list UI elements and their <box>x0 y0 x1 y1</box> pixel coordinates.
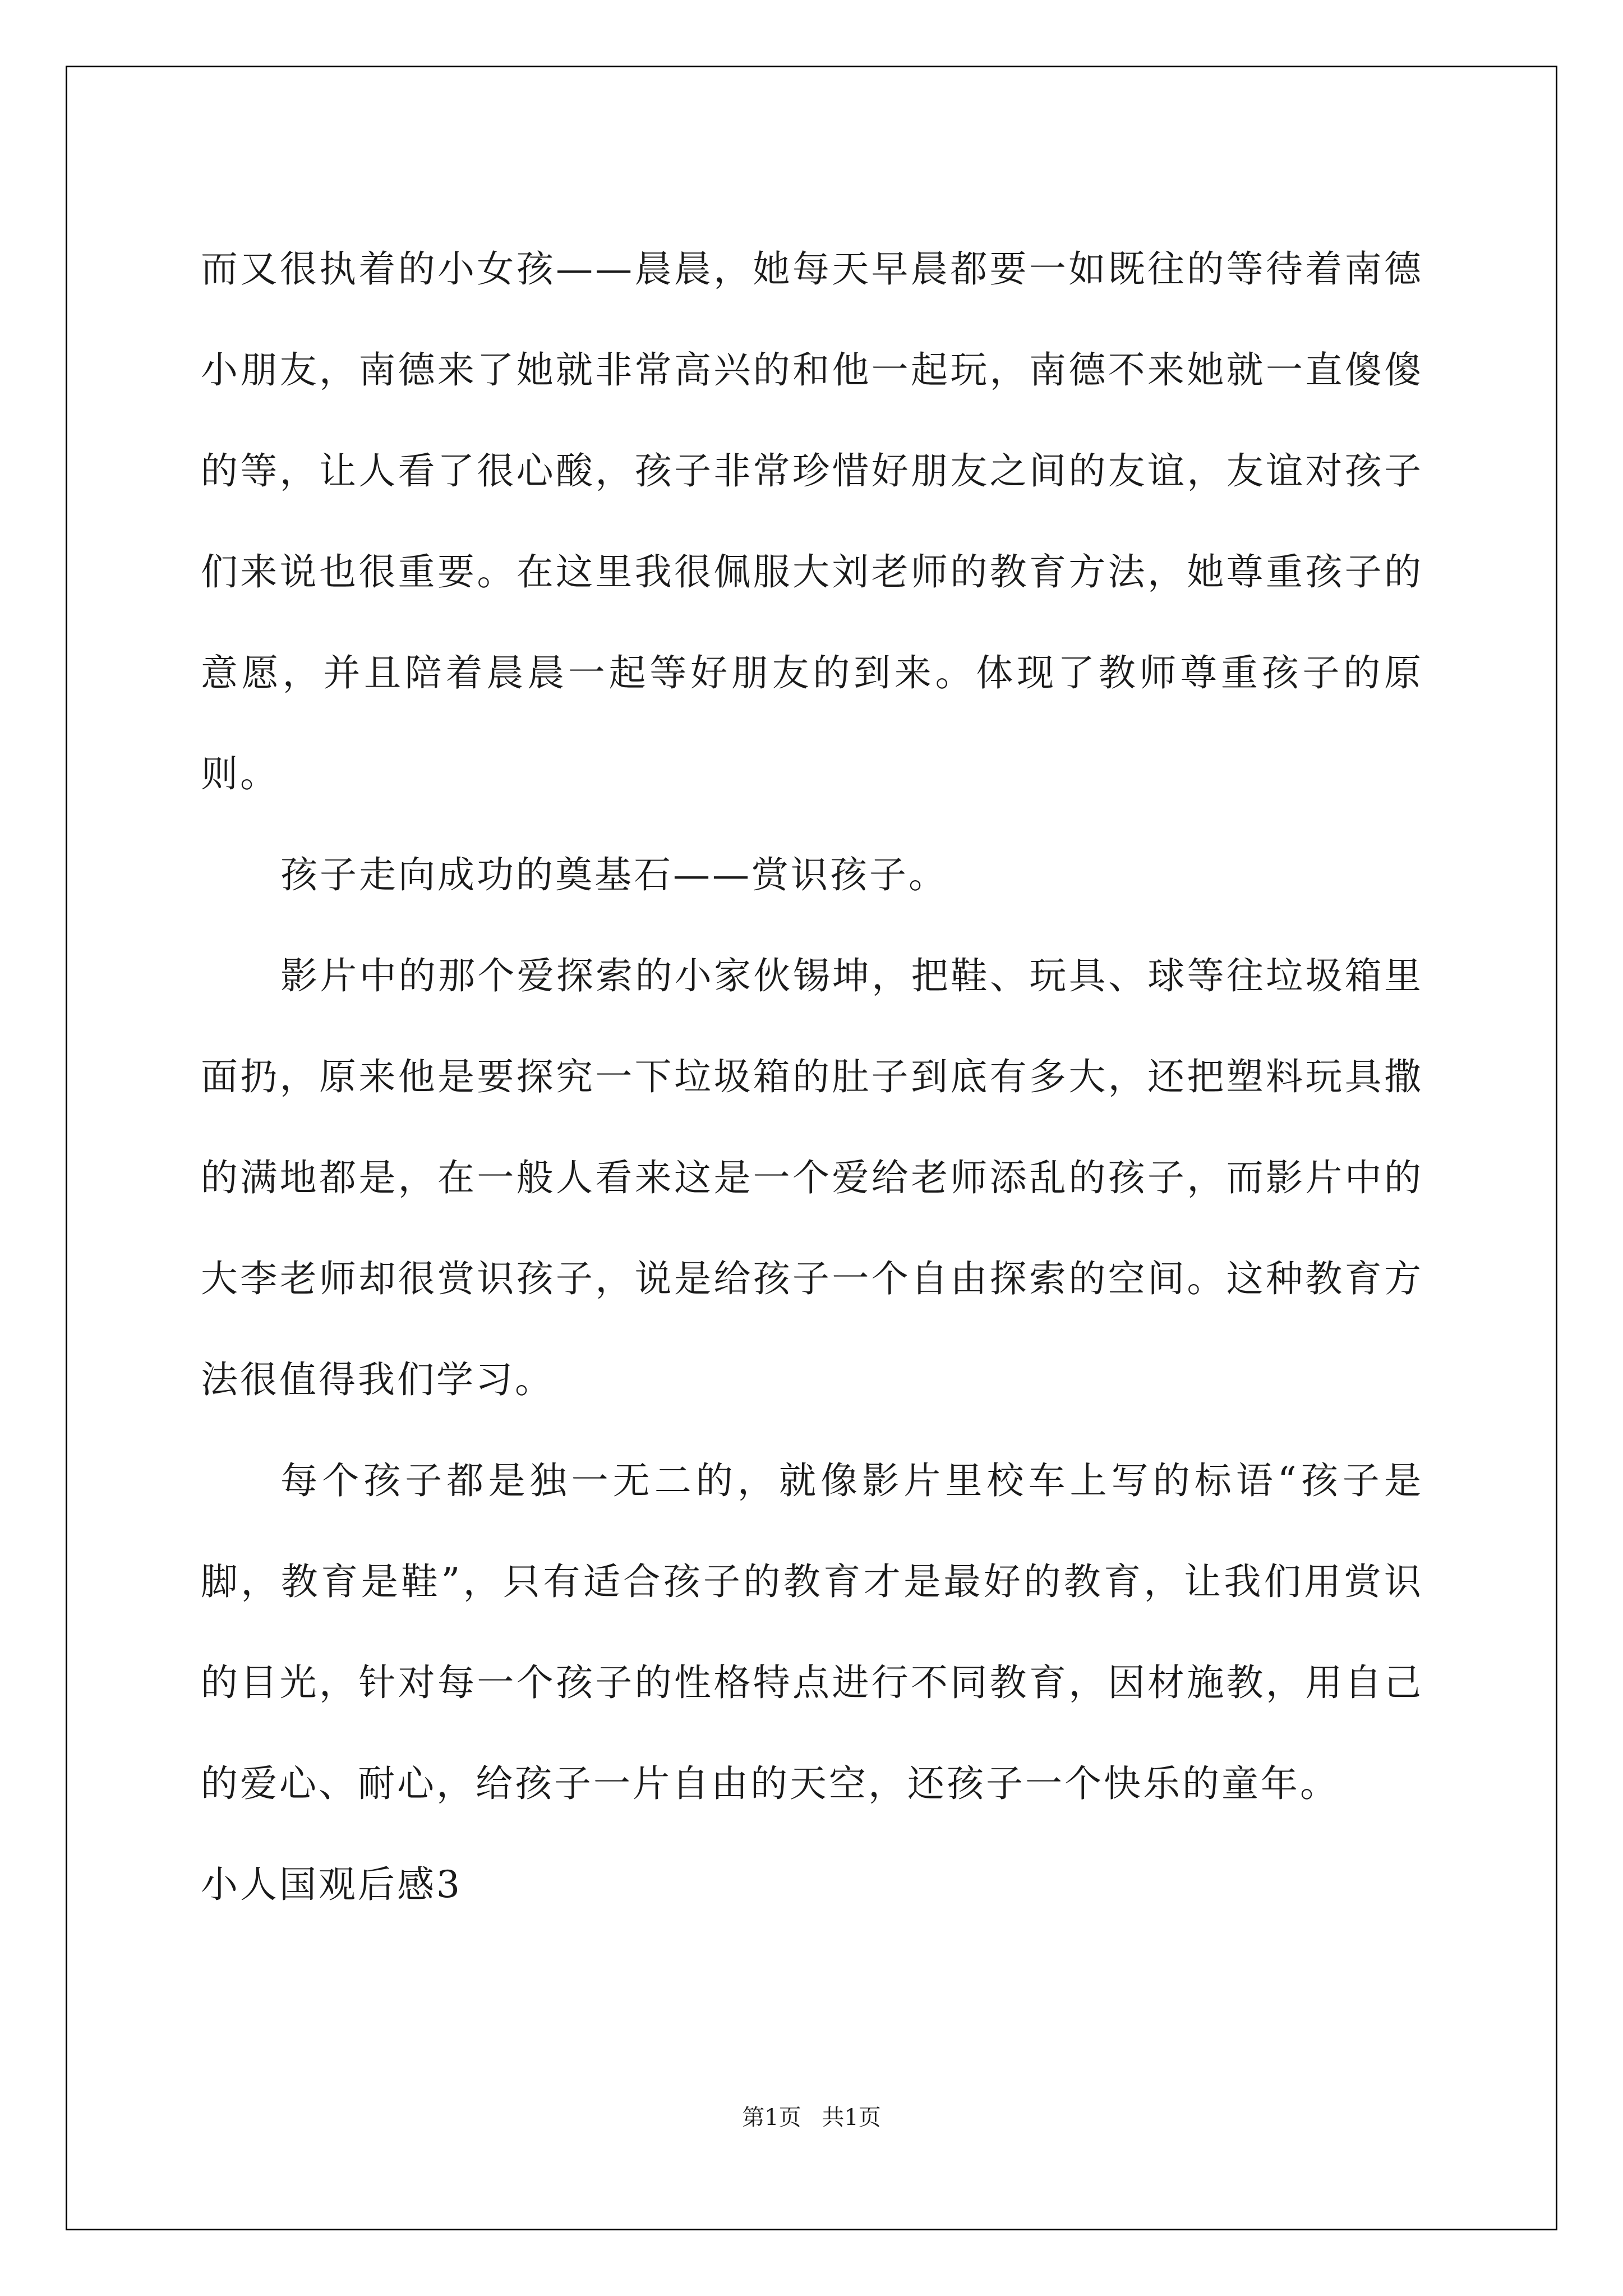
paragraph-explorer-child: 影片中的那个爱探索的小家伙锡坤，把鞋、玩具、球等往垃圾箱里面扔，原来他是要探究一下垃圾箱的肚子到底有多大，还把塑料玩具撒的满地都是，在一般人看来这是一个爱给老师添乱的孩子，而影片中的大李老师却很赏识孩子，说是给孩子一个自由探索的空间。这种教育方法很值得我们学习。 <box>201 954 1423 1401</box>
document-body <box>201 219 1423 1935</box>
paragraph-continued: 而又很执着的小女孩——晨晨，她每天早晨都要一如既往的等待着南德小朋友，南德来了她就非常高兴的和他一起玩，南德不来她就一直傻傻的等，让人看了很心酸，孩子非常珍惜好朋友之间的友谊，友谊对孩子们来说也很重要。在这里我很佩服大刘老师的教育方法，她尊重孩子的意愿，并且陪着晨晨一起等好朋友的到来。体现了教师尊重孩子的原则。 <box>201 247 1423 795</box>
paragraph-conclusion: 每个孩子都是独一无二的，就像影片里校车上写的标语“孩子是脚，教育是鞋”，只有适合孩子的教育才是最好的教育，让我们用赏识的目光，针对每一个孩子的性格特点进行不同教育，因材施教，用自己的爱心、耐心，给孩子一片自由的天空，还孩子一个快乐的童年。 <box>201 1459 1423 1805</box>
next-article-title: 小人国观后感3 <box>201 1863 462 1906</box>
page-total: 共1页 <box>822 2105 881 2131</box>
paragraph-section-heading: 孩子走向成功的奠基石——赏识孩子。 <box>280 853 948 896</box>
page-number: 第1页 <box>742 2105 801 2131</box>
page-footer <box>0 2104 1623 2132</box>
